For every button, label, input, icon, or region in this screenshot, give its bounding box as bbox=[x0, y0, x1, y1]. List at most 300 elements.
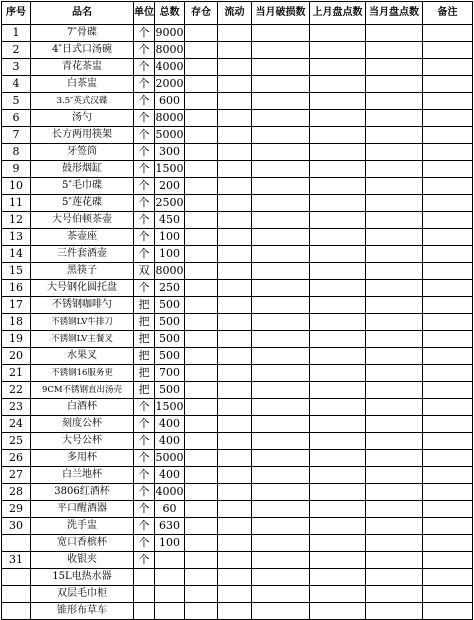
cell-this-month-count bbox=[366, 348, 423, 365]
cell-flow bbox=[218, 484, 252, 501]
cell-flow bbox=[218, 365, 252, 382]
cell-unit: 个 bbox=[134, 484, 155, 501]
cell-this-month-count bbox=[366, 42, 423, 59]
cell-last-month-count bbox=[310, 246, 366, 263]
cell-this-month-count bbox=[366, 127, 423, 144]
cell-remarks bbox=[423, 569, 473, 586]
cell-storage bbox=[185, 297, 218, 314]
cell-damaged bbox=[252, 212, 310, 229]
cell-seq: 25 bbox=[2, 433, 31, 450]
cell-seq: 22 bbox=[2, 382, 31, 399]
cell-total: 8000 bbox=[155, 110, 185, 127]
cell-last-month-count bbox=[310, 484, 366, 501]
cell-last-month-count bbox=[310, 501, 366, 518]
cell-storage bbox=[185, 450, 218, 467]
cell-flow bbox=[218, 450, 252, 467]
cell-flow bbox=[218, 433, 252, 450]
cell-total: 8000 bbox=[155, 42, 185, 59]
cell-flow bbox=[218, 144, 252, 161]
header-this-month-count: 当月盘点数 bbox=[366, 2, 423, 25]
cell-item-name: 不锈钢LV主餐叉 bbox=[31, 331, 134, 348]
header-total: 总数 bbox=[155, 2, 185, 25]
cell-unit: 个 bbox=[134, 433, 155, 450]
cell-total: 2000 bbox=[155, 76, 185, 93]
cell-damaged bbox=[252, 501, 310, 518]
cell-this-month-count bbox=[366, 178, 423, 195]
cell-item-name: 白酒杯 bbox=[31, 399, 134, 416]
cell-item-name: 收银夹 bbox=[31, 552, 134, 569]
cell-unit: 个 bbox=[134, 42, 155, 59]
cell-item-name: 大号伯顿茶壶 bbox=[31, 212, 134, 229]
cell-this-month-count bbox=[366, 552, 423, 569]
cell-storage bbox=[185, 467, 218, 484]
cell-total: 400 bbox=[155, 416, 185, 433]
cell-damaged bbox=[252, 263, 310, 280]
cell-seq bbox=[2, 569, 31, 586]
cell-total: 1500 bbox=[155, 399, 185, 416]
cell-total: 2500 bbox=[155, 195, 185, 212]
cell-seq: 29 bbox=[2, 501, 31, 518]
cell-storage bbox=[185, 212, 218, 229]
cell-remarks bbox=[423, 382, 473, 399]
header-seq: 序号 bbox=[2, 2, 31, 25]
table-row bbox=[2, 433, 473, 450]
cell-unit: 个 bbox=[134, 59, 155, 76]
cell-unit: 个 bbox=[134, 110, 155, 127]
cell-unit: 个 bbox=[134, 450, 155, 467]
cell-remarks bbox=[423, 484, 473, 501]
cell-item-name: 3806红酒杯 bbox=[31, 484, 134, 501]
cell-remarks bbox=[423, 331, 473, 348]
cell-seq: 30 bbox=[2, 518, 31, 535]
cell-seq: 1 bbox=[2, 25, 31, 42]
cell-damaged bbox=[252, 110, 310, 127]
cell-storage bbox=[185, 93, 218, 110]
cell-storage bbox=[185, 586, 218, 603]
table-row bbox=[2, 416, 473, 433]
cell-flow bbox=[218, 25, 252, 42]
cell-last-month-count bbox=[310, 467, 366, 484]
cell-remarks bbox=[423, 263, 473, 280]
cell-seq bbox=[2, 535, 31, 552]
cell-this-month-count bbox=[366, 603, 423, 620]
table-row bbox=[2, 246, 473, 263]
cell-remarks bbox=[423, 161, 473, 178]
header-last-month-count: 上月盘点数 bbox=[310, 2, 366, 25]
cell-item-name: 平口醒酒器 bbox=[31, 501, 134, 518]
cell-item-name: 不锈钢16服务更 bbox=[31, 365, 134, 382]
table-row bbox=[2, 382, 473, 399]
cell-unit: 个 bbox=[134, 144, 155, 161]
cell-remarks bbox=[423, 467, 473, 484]
cell-seq: 28 bbox=[2, 484, 31, 501]
cell-item-name: 青花茶盅 bbox=[31, 59, 134, 76]
cell-total: 400 bbox=[155, 467, 185, 484]
cell-total: 450 bbox=[155, 212, 185, 229]
table-row bbox=[2, 178, 473, 195]
cell-seq: 23 bbox=[2, 399, 31, 416]
cell-item-name: 大号钢化圆托盘 bbox=[31, 280, 134, 297]
cell-remarks bbox=[423, 127, 473, 144]
cell-total: 4000 bbox=[155, 484, 185, 501]
cell-storage bbox=[185, 76, 218, 93]
cell-remarks bbox=[423, 195, 473, 212]
cell-unit: 个 bbox=[134, 195, 155, 212]
cell-remarks bbox=[423, 399, 473, 416]
cell-unit: 个 bbox=[134, 280, 155, 297]
cell-this-month-count bbox=[366, 467, 423, 484]
cell-this-month-count bbox=[366, 382, 423, 399]
cell-unit: 双 bbox=[134, 263, 155, 280]
cell-storage bbox=[185, 178, 218, 195]
table-row bbox=[2, 450, 473, 467]
cell-total: 300 bbox=[155, 144, 185, 161]
cell-storage bbox=[185, 25, 218, 42]
cell-flow bbox=[218, 416, 252, 433]
cell-storage bbox=[185, 127, 218, 144]
cell-seq: 11 bbox=[2, 195, 31, 212]
table-row bbox=[2, 42, 473, 59]
cell-flow bbox=[218, 535, 252, 552]
cell-last-month-count bbox=[310, 59, 366, 76]
cell-damaged bbox=[252, 25, 310, 42]
cell-item-name: 鼓形烟缸 bbox=[31, 161, 134, 178]
table-row bbox=[2, 144, 473, 161]
cell-storage bbox=[185, 552, 218, 569]
table-row bbox=[2, 467, 473, 484]
cell-remarks bbox=[423, 603, 473, 620]
cell-item-name: 茶壶座 bbox=[31, 229, 134, 246]
cell-this-month-count bbox=[366, 93, 423, 110]
cell-unit: 个 bbox=[134, 93, 155, 110]
cell-remarks bbox=[423, 535, 473, 552]
cell-last-month-count bbox=[310, 25, 366, 42]
cell-remarks bbox=[423, 93, 473, 110]
cell-this-month-count bbox=[366, 331, 423, 348]
cell-remarks bbox=[423, 586, 473, 603]
cell-remarks bbox=[423, 501, 473, 518]
cell-last-month-count bbox=[310, 144, 366, 161]
cell-this-month-count bbox=[366, 246, 423, 263]
table-row bbox=[2, 348, 473, 365]
cell-item-name: 白茶盅 bbox=[31, 76, 134, 93]
cell-unit: 个 bbox=[134, 229, 155, 246]
cell-remarks bbox=[423, 433, 473, 450]
cell-last-month-count bbox=[310, 280, 366, 297]
cell-this-month-count bbox=[366, 297, 423, 314]
cell-seq: 10 bbox=[2, 178, 31, 195]
cell-unit bbox=[134, 586, 155, 603]
cell-total: 5000 bbox=[155, 127, 185, 144]
cell-remarks bbox=[423, 280, 473, 297]
cell-damaged bbox=[252, 484, 310, 501]
cell-damaged bbox=[252, 450, 310, 467]
cell-unit: 把 bbox=[134, 365, 155, 382]
cell-item-name: 9CM不锈钢直出汤壳 bbox=[31, 382, 134, 399]
cell-last-month-count bbox=[310, 76, 366, 93]
cell-storage bbox=[185, 518, 218, 535]
cell-last-month-count bbox=[310, 399, 366, 416]
table-row bbox=[2, 399, 473, 416]
cell-last-month-count bbox=[310, 178, 366, 195]
table-row bbox=[2, 76, 473, 93]
cell-damaged bbox=[252, 59, 310, 76]
cell-flow bbox=[218, 586, 252, 603]
cell-item-name: 白兰地杯 bbox=[31, 467, 134, 484]
inventory-table bbox=[1, 1, 473, 620]
cell-flow bbox=[218, 178, 252, 195]
header-unit: 单位 bbox=[134, 2, 155, 25]
table-row bbox=[2, 59, 473, 76]
cell-unit: 个 bbox=[134, 246, 155, 263]
cell-flow bbox=[218, 382, 252, 399]
cell-flow bbox=[218, 280, 252, 297]
cell-remarks bbox=[423, 76, 473, 93]
cell-remarks bbox=[423, 25, 473, 42]
cell-flow bbox=[218, 127, 252, 144]
cell-storage bbox=[185, 144, 218, 161]
header-remarks: 备注 bbox=[423, 2, 473, 25]
cell-flow bbox=[218, 42, 252, 59]
table-row bbox=[2, 569, 473, 586]
cell-last-month-count bbox=[310, 110, 366, 127]
cell-seq: 16 bbox=[2, 280, 31, 297]
cell-damaged bbox=[252, 399, 310, 416]
cell-last-month-count bbox=[310, 348, 366, 365]
cell-remarks bbox=[423, 144, 473, 161]
table-row bbox=[2, 229, 473, 246]
cell-seq: 7 bbox=[2, 127, 31, 144]
cell-this-month-count bbox=[366, 586, 423, 603]
cell-storage bbox=[185, 484, 218, 501]
cell-item-name: 3.5″英式汉碟 bbox=[31, 93, 134, 110]
table-row bbox=[2, 484, 473, 501]
cell-flow bbox=[218, 603, 252, 620]
cell-seq: 26 bbox=[2, 450, 31, 467]
cell-remarks bbox=[423, 314, 473, 331]
cell-storage bbox=[185, 161, 218, 178]
cell-this-month-count bbox=[366, 501, 423, 518]
cell-remarks bbox=[423, 110, 473, 127]
table-row bbox=[2, 297, 473, 314]
cell-total: 500 bbox=[155, 297, 185, 314]
table-row bbox=[2, 552, 473, 569]
cell-remarks bbox=[423, 552, 473, 569]
cell-damaged bbox=[252, 603, 310, 620]
cell-item-name: 汤勺 bbox=[31, 110, 134, 127]
cell-last-month-count bbox=[310, 365, 366, 382]
cell-item-name: 4″日式口汤碗 bbox=[31, 42, 134, 59]
cell-total: 100 bbox=[155, 535, 185, 552]
cell-damaged bbox=[252, 433, 310, 450]
cell-this-month-count bbox=[366, 399, 423, 416]
cell-last-month-count bbox=[310, 161, 366, 178]
table-row bbox=[2, 263, 473, 280]
cell-seq: 14 bbox=[2, 246, 31, 263]
cell-seq: 24 bbox=[2, 416, 31, 433]
cell-seq: 12 bbox=[2, 212, 31, 229]
cell-storage bbox=[185, 433, 218, 450]
table-row bbox=[2, 501, 473, 518]
table-row bbox=[2, 331, 473, 348]
cell-item-name: 刻度公杯 bbox=[31, 416, 134, 433]
cell-flow bbox=[218, 467, 252, 484]
cell-storage bbox=[185, 229, 218, 246]
cell-remarks bbox=[423, 178, 473, 195]
cell-remarks bbox=[423, 416, 473, 433]
cell-this-month-count bbox=[366, 76, 423, 93]
cell-total: 500 bbox=[155, 331, 185, 348]
cell-last-month-count bbox=[310, 450, 366, 467]
cell-damaged bbox=[252, 467, 310, 484]
cell-storage bbox=[185, 365, 218, 382]
cell-last-month-count bbox=[310, 42, 366, 59]
cell-item-name: 牙签筒 bbox=[31, 144, 134, 161]
cell-flow bbox=[218, 331, 252, 348]
cell-last-month-count bbox=[310, 586, 366, 603]
cell-last-month-count bbox=[310, 195, 366, 212]
cell-damaged bbox=[252, 348, 310, 365]
cell-unit: 个 bbox=[134, 25, 155, 42]
cell-last-month-count bbox=[310, 263, 366, 280]
cell-total: 1500 bbox=[155, 161, 185, 178]
cell-last-month-count bbox=[310, 212, 366, 229]
cell-remarks bbox=[423, 450, 473, 467]
cell-this-month-count bbox=[366, 263, 423, 280]
cell-total bbox=[155, 569, 185, 586]
cell-unit: 个 bbox=[134, 161, 155, 178]
cell-last-month-count bbox=[310, 127, 366, 144]
cell-storage bbox=[185, 382, 218, 399]
cell-remarks bbox=[423, 246, 473, 263]
table-row bbox=[2, 25, 473, 42]
cell-seq bbox=[2, 586, 31, 603]
cell-storage bbox=[185, 314, 218, 331]
cell-damaged bbox=[252, 569, 310, 586]
cell-storage bbox=[185, 399, 218, 416]
cell-damaged bbox=[252, 416, 310, 433]
cell-flow bbox=[218, 229, 252, 246]
cell-flow bbox=[218, 348, 252, 365]
cell-flow bbox=[218, 297, 252, 314]
cell-total: 700 bbox=[155, 365, 185, 382]
table-row bbox=[2, 195, 473, 212]
cell-total: 200 bbox=[155, 178, 185, 195]
table-row bbox=[2, 603, 473, 620]
cell-storage bbox=[185, 280, 218, 297]
header-storage: 存仓 bbox=[185, 2, 218, 25]
cell-storage bbox=[185, 59, 218, 76]
cell-this-month-count bbox=[366, 518, 423, 535]
cell-total: 500 bbox=[155, 314, 185, 331]
cell-this-month-count bbox=[366, 280, 423, 297]
cell-storage bbox=[185, 348, 218, 365]
table-row bbox=[2, 110, 473, 127]
cell-remarks bbox=[423, 297, 473, 314]
cell-damaged bbox=[252, 76, 310, 93]
cell-damaged bbox=[252, 178, 310, 195]
cell-flow bbox=[218, 501, 252, 518]
cell-seq: 3 bbox=[2, 59, 31, 76]
table-row bbox=[2, 93, 473, 110]
cell-storage bbox=[185, 603, 218, 620]
cell-unit: 个 bbox=[134, 518, 155, 535]
cell-unit: 把 bbox=[134, 297, 155, 314]
cell-item-name: 7″骨碟 bbox=[31, 25, 134, 42]
table-row bbox=[2, 314, 473, 331]
cell-last-month-count bbox=[310, 93, 366, 110]
cell-remarks bbox=[423, 229, 473, 246]
cell-damaged bbox=[252, 246, 310, 263]
cell-remarks bbox=[423, 212, 473, 229]
cell-last-month-count bbox=[310, 552, 366, 569]
cell-storage bbox=[185, 42, 218, 59]
cell-damaged bbox=[252, 314, 310, 331]
cell-remarks bbox=[423, 365, 473, 382]
cell-damaged bbox=[252, 382, 310, 399]
cell-item-name: 不锈钢咖啡勺 bbox=[31, 297, 134, 314]
cell-this-month-count bbox=[366, 25, 423, 42]
cell-this-month-count bbox=[366, 450, 423, 467]
cell-total: 5000 bbox=[155, 450, 185, 467]
cell-this-month-count bbox=[366, 365, 423, 382]
cell-last-month-count bbox=[310, 416, 366, 433]
cell-this-month-count bbox=[366, 161, 423, 178]
cell-total: 400 bbox=[155, 433, 185, 450]
cell-last-month-count bbox=[310, 331, 366, 348]
cell-this-month-count bbox=[366, 59, 423, 76]
cell-damaged bbox=[252, 161, 310, 178]
cell-item-name: 不锈钢LV牛排刀 bbox=[31, 314, 134, 331]
cell-unit: 个 bbox=[134, 212, 155, 229]
cell-item-name: 15L电热水器 bbox=[31, 569, 134, 586]
cell-remarks bbox=[423, 348, 473, 365]
cell-damaged bbox=[252, 552, 310, 569]
cell-this-month-count bbox=[366, 569, 423, 586]
cell-unit: 个 bbox=[134, 127, 155, 144]
cell-seq: 2 bbox=[2, 42, 31, 59]
cell-this-month-count bbox=[366, 229, 423, 246]
cell-seq: 13 bbox=[2, 229, 31, 246]
cell-storage bbox=[185, 535, 218, 552]
cell-last-month-count bbox=[310, 382, 366, 399]
cell-damaged bbox=[252, 297, 310, 314]
cell-total: 60 bbox=[155, 501, 185, 518]
cell-last-month-count bbox=[310, 603, 366, 620]
cell-unit: 把 bbox=[134, 348, 155, 365]
cell-storage bbox=[185, 416, 218, 433]
cell-last-month-count bbox=[310, 535, 366, 552]
cell-flow bbox=[218, 314, 252, 331]
table-body bbox=[2, 25, 473, 620]
cell-total bbox=[155, 552, 185, 569]
cell-storage bbox=[185, 263, 218, 280]
cell-storage bbox=[185, 331, 218, 348]
table-row bbox=[2, 212, 473, 229]
cell-flow bbox=[218, 59, 252, 76]
cell-unit: 个 bbox=[134, 416, 155, 433]
cell-total: 4000 bbox=[155, 59, 185, 76]
cell-total: 8000 bbox=[155, 263, 185, 280]
cell-last-month-count bbox=[310, 314, 366, 331]
cell-total bbox=[155, 586, 185, 603]
cell-total: 500 bbox=[155, 382, 185, 399]
cell-item-name: 多用杯 bbox=[31, 450, 134, 467]
cell-last-month-count bbox=[310, 433, 366, 450]
cell-flow bbox=[218, 195, 252, 212]
cell-total: 100 bbox=[155, 229, 185, 246]
cell-item-name: 三件套酒壶 bbox=[31, 246, 134, 263]
